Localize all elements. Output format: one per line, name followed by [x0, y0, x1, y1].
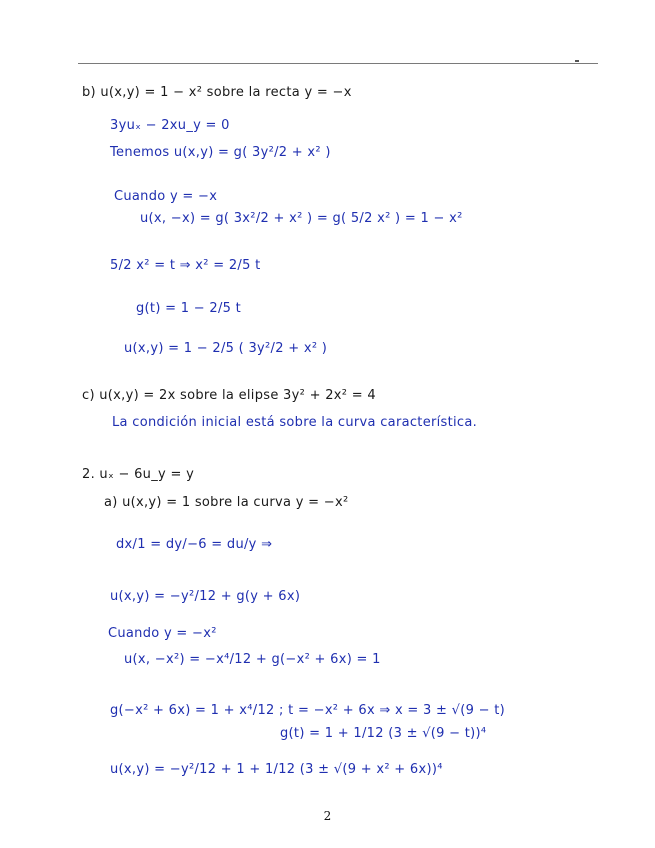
item-b-condition: Cuando y = −x — [114, 189, 218, 204]
item-c-statement: c) u(x,y) = 2x sobre la elipse 3y² + 2x² = 4 — [82, 388, 376, 403]
item-2a-characteristics: dx/1 = dy/−6 = du/y ⇒ — [116, 537, 273, 552]
item-2a-statement: a) u(x,y) = 1 sobre la curva y = −x² — [104, 495, 349, 510]
item-b-change-variable: 5/2 x² = t ⇒ x² = 2/5 t — [110, 258, 261, 273]
page-number: 2 — [323, 809, 332, 823]
item-b-g-function: g(t) = 1 − 2/5 t — [136, 301, 242, 316]
item-b-pde: 3yuₓ − 2xu_y = 0 — [110, 118, 230, 133]
item-2a-g-relation: g(−x² + 6x) = 1 + x⁴/12 ; t = −x² + 6x ⇒ x = 3 ± √(9 − t) — [110, 703, 506, 718]
item-2a-g-function: g(t) = 1 + 1/12 (3 ± √(9 − t))⁴ — [280, 726, 487, 741]
item-2a-general-solution: u(x,y) = −y²/12 + g(y + 6x) — [110, 589, 301, 604]
item-b-solution: u(x,y) = 1 − 2/5 ( 3y²/2 + x² ) — [124, 341, 328, 356]
item-b-statement: b) u(x,y) = 1 − x² sobre la recta y = −x — [82, 85, 352, 100]
item-c-remark: La condición inicial está sobre la curva característica. — [112, 415, 478, 430]
top-rule-mark — [575, 60, 579, 62]
item-b-substitution: u(x, −x) = g( 3x²/2 + x² ) = g( 5/2 x² ) = 1 − x² — [140, 211, 463, 226]
top-rule — [78, 63, 598, 64]
item-2a-substitution: u(x, −x²) = −x⁴/12 + g(−x² + 6x) = 1 — [124, 652, 381, 667]
item-2a-solution: u(x,y) = −y²/12 + 1 + 1/12 (3 ± √(9 + x² + 6x))⁴ — [110, 762, 443, 777]
item-2a-condition: Cuando y = −x² — [108, 626, 217, 641]
item-b-general-solution: Tenemos u(x,y) = g( 3y²/2 + x² ) — [110, 145, 331, 160]
exercise-2-pde: 2. uₓ − 6u_y = y — [82, 467, 195, 482]
